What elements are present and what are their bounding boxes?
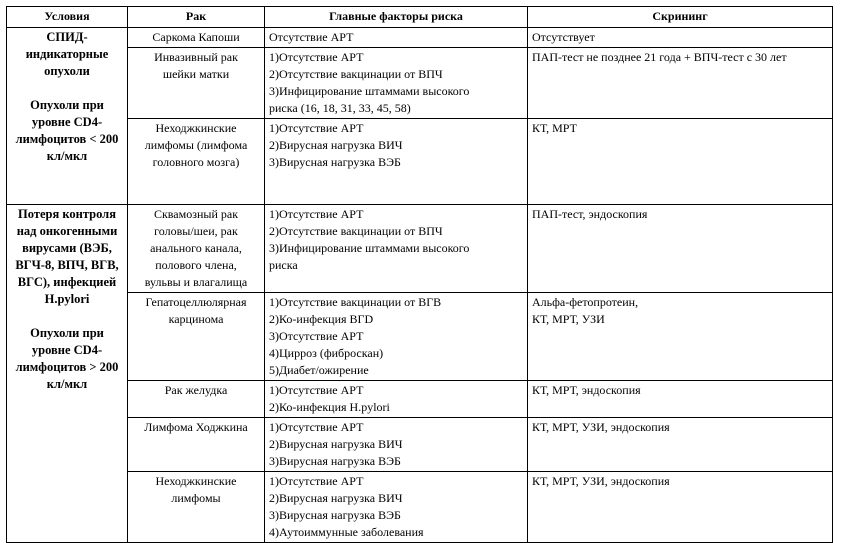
condition-line: [11, 308, 123, 325]
risk-screening-table: [6, 6, 833, 543]
cancer-cell: [128, 381, 265, 418]
screening-line: КТ, МРТ, УЗИ, эндоскопия: [532, 474, 670, 488]
condition-line: СПИД-: [46, 30, 88, 44]
risk-factors-cell: [265, 28, 528, 48]
cancer-line: анального канала,: [150, 241, 242, 255]
condition-line: Потеря контроля: [18, 207, 116, 221]
risk-factor-line: 1)Отсутствие АРТ: [269, 420, 364, 434]
risk-factor-line: 2)Отсутствие вакцинации от ВПЧ: [269, 67, 443, 81]
screening-line: КТ, МРТ, эндоскопия: [532, 383, 641, 397]
condition-line: лимфоцитов < 200: [15, 132, 119, 146]
table-row: [7, 48, 833, 119]
screening-cell: [528, 48, 833, 119]
cancer-cell: [128, 418, 265, 472]
cancer-cell: [128, 119, 265, 205]
header-conditions: Условия: [7, 7, 128, 28]
risk-factor-line: 3)Вирусная нагрузка ВЭБ: [269, 155, 401, 169]
screening-cell: [528, 205, 833, 293]
header-row: [7, 7, 833, 28]
risk-factor-line: 3)Инфицирование штаммами высокого: [269, 84, 470, 98]
screening-line: КТ, МРТ: [532, 121, 577, 135]
condition-line: уровне CD4-: [31, 343, 103, 357]
condition-line: Опухоли при: [30, 326, 104, 340]
risk-factors-cell: [265, 418, 528, 472]
screening-line: Альфа-фетопротеин,: [532, 295, 639, 309]
table-row: [7, 472, 833, 543]
cancer-line: полового члена,: [155, 258, 237, 272]
table-row: [7, 381, 833, 418]
risk-factor-line: 1)Отсутствие АРТ: [269, 474, 364, 488]
cancer-line: Саркома Капоши: [152, 30, 240, 44]
cancer-line: Неходжкинские: [155, 121, 237, 135]
cancer-cell: [128, 205, 265, 293]
risk-factor-line: 5)Диабет/ожирение: [269, 363, 369, 377]
header-risk-factors: Главные факторы риска: [265, 7, 528, 28]
risk-factor-line: риска (16, 18, 31, 33, 45, 58): [269, 101, 411, 115]
cancer-line: Неходжкинские: [155, 474, 237, 488]
risk-factor-line: 1)Отсутствие АРТ: [269, 207, 364, 221]
condition-line: [11, 80, 123, 97]
condition-line: уровне CD4-: [31, 115, 103, 129]
risk-factors-cell: [265, 381, 528, 418]
risk-factors-cell: [265, 472, 528, 543]
cancer-line: лимфомы: [171, 491, 221, 505]
table-row: [7, 418, 833, 472]
risk-factor-line: 2)Вирусная нагрузка ВИЧ: [269, 437, 403, 451]
screening-line: КТ, МРТ, УЗИ, эндоскопия: [532, 420, 670, 434]
risk-factor-line: 3)Инфицирование штаммами высокого: [269, 241, 470, 255]
screening-line: КТ, МРТ, УЗИ: [532, 312, 605, 326]
cancer-line: карцинома: [168, 312, 224, 326]
table-row: [7, 293, 833, 381]
cancer-line: Инвазивный рак: [154, 50, 238, 64]
condition-line: индикаторные: [25, 47, 109, 61]
cancer-line: головы/шеи, рак: [154, 224, 238, 238]
risk-factor-line: 3)Вирусная нагрузка ВЭБ: [269, 508, 401, 522]
screening-cell: [528, 472, 833, 543]
cancer-line: Рак желудка: [164, 383, 228, 397]
risk-factors-cell: [265, 48, 528, 119]
cancer-cell: [128, 472, 265, 543]
condition-line: опухоли: [44, 64, 90, 78]
risk-factor-line: Отсутствие АРТ: [269, 30, 354, 44]
cancer-line: лимфомы (лимфома: [144, 138, 248, 152]
header-cancer: Рак: [128, 7, 265, 28]
risk-factor-line: 1)Отсутствие АРТ: [269, 50, 364, 64]
risk-factor-line: 2)Вирусная нагрузка ВИЧ: [269, 138, 403, 152]
risk-factor-line: 4)Цирроз (фиброскан): [269, 346, 384, 360]
condition-line: кл/мкл: [46, 377, 88, 391]
cancer-line: Гепатоцеллюлярная: [145, 295, 247, 309]
condition-line: вирусами (ВЭБ,: [22, 241, 112, 255]
cancer-cell: [128, 48, 265, 119]
risk-factor-line: 2)Ко-инфекция ВГD: [269, 312, 374, 326]
screening-line: ПАП-тест, эндоскопия: [532, 207, 648, 221]
screening-cell: [528, 119, 833, 205]
condition-cell: [7, 28, 128, 205]
cancer-cell: [128, 28, 265, 48]
screening-line: Отсутствует: [532, 30, 595, 44]
condition-line: ВГЧ-8, ВПЧ, ВГВ,: [15, 258, 119, 272]
screening-cell: [528, 28, 833, 48]
condition-line: ВГС), инфекцией: [17, 275, 117, 289]
condition-line: H.pylori: [44, 292, 90, 306]
cancer-line: Лимфома Ходжкина: [144, 420, 248, 434]
screening-cell: [528, 418, 833, 472]
risk-factor-line: 2)Ко-инфекция H.pylori: [269, 400, 390, 414]
risk-factor-line: 3)Вирусная нагрузка ВЭБ: [269, 454, 401, 468]
risk-factors-cell: [265, 205, 528, 293]
screening-line: ПАП-тест не позднее 21 года + ВПЧ-тест с 30 лет: [532, 50, 787, 64]
table-row: [7, 205, 833, 293]
risk-factor-line: 2)Вирусная нагрузка ВИЧ: [269, 491, 403, 505]
risk-factor-line: 4)Аутоиммунные заболевания: [269, 525, 424, 539]
table-row: [7, 28, 833, 48]
risk-factor-line: 3)Отсутствие АРТ: [269, 329, 364, 343]
cancer-cell: [128, 293, 265, 381]
cancer-line: головного мозга): [152, 155, 240, 169]
risk-factor-line: 2)Отсутствие вакцинации от ВПЧ: [269, 224, 443, 238]
screening-cell: [528, 381, 833, 418]
table-row: [7, 119, 833, 205]
cancer-line: шейки матки: [162, 67, 230, 81]
condition-line: Опухоли при: [30, 98, 104, 112]
risk-factor-line: риска: [269, 258, 298, 272]
condition-line: кл/мкл: [46, 149, 88, 163]
risk-factor-line: 1)Отсутствие АРТ: [269, 121, 364, 135]
risk-factors-cell: [265, 293, 528, 381]
screening-cell: [528, 293, 833, 381]
risk-factor-line: 1)Отсутствие вакцинации от ВГВ: [269, 295, 442, 309]
table-body: [7, 28, 833, 543]
risk-factor-line: 1)Отсутствие АРТ: [269, 383, 364, 397]
condition-line: над онкогенными: [16, 224, 118, 238]
cancer-line: Сквамозный рак: [153, 207, 239, 221]
header-screening: Скрининг: [528, 7, 833, 28]
cancer-line: вульвы и влагалища: [144, 275, 248, 289]
condition-cell: [7, 205, 128, 543]
risk-factors-cell: [265, 119, 528, 205]
condition-line: лимфоцитов > 200: [15, 360, 119, 374]
